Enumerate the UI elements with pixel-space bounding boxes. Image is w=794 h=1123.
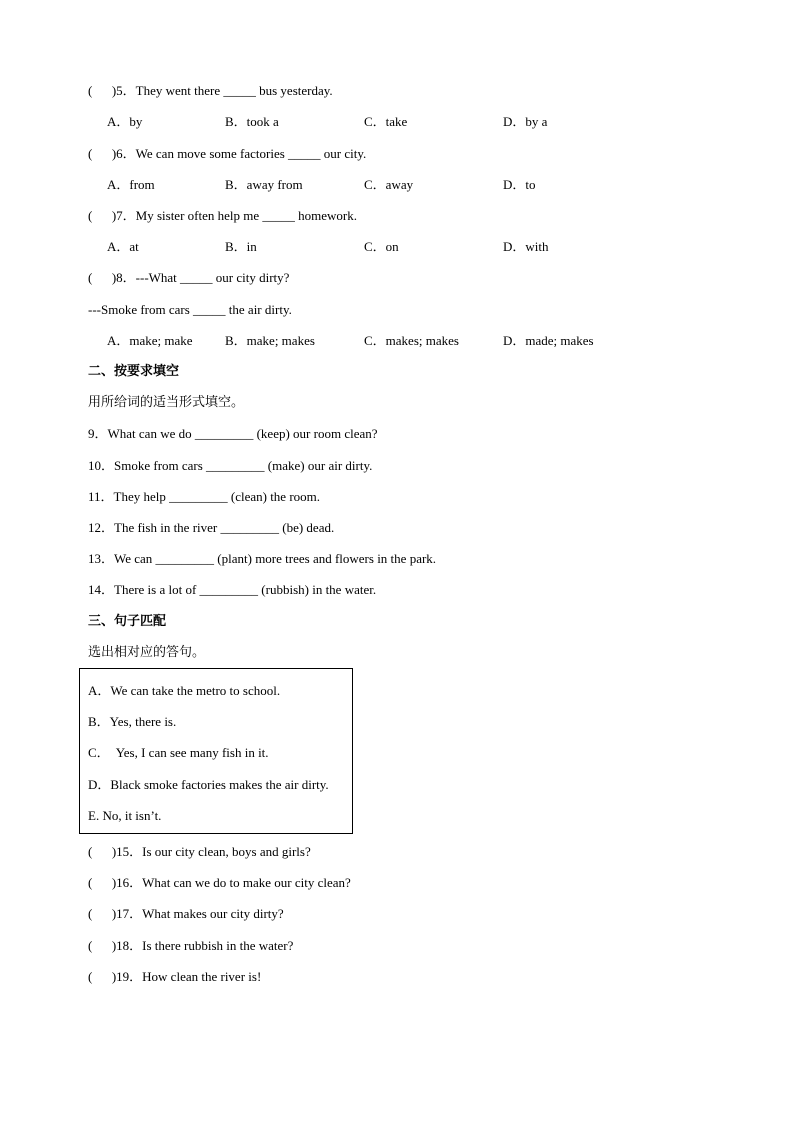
question-8-stem: ( )8．---What _____ our city dirty?: [88, 270, 290, 285]
match-question-19: ( )19．How clean the river is!: [88, 969, 262, 984]
match-question-18: ( )18．Is there rubbish in the water?: [88, 938, 294, 953]
section-3-heading: 三、句子匹配: [88, 614, 167, 629]
option-a: A．by: [107, 114, 143, 129]
answer-d: D．Black smoke factories makes the air dirty.: [88, 777, 329, 792]
option-b: B．in: [225, 239, 257, 254]
question-6-stem: ( )6．We can move some factories _____ our city.: [88, 146, 367, 161]
match-question-16: ( )16．What can we do to make our city clean?: [88, 875, 351, 890]
fill-item-12: 12．The fish in the river _________ (be) dead.: [88, 520, 335, 535]
fill-item-11: 11．They help _________ (clean) the room.: [88, 489, 321, 504]
question-5-options: [107, 114, 707, 130]
option-c: C．take: [364, 114, 408, 129]
option-a: A．at: [107, 239, 139, 254]
option-a: A．from: [107, 177, 155, 192]
fill-item-10: 10．Smoke from cars _________ (make) our air dirty.: [88, 458, 373, 473]
section-2-heading: 二、按要求填空: [88, 364, 180, 379]
answer-choices-box: [79, 668, 353, 834]
fill-item-14: 14．There is a lot of _________ (rubbish) in the water.: [88, 582, 377, 597]
section-3-instruction: 选出相对应的答句。: [88, 645, 206, 660]
answer-b: B．Yes, there is.: [88, 714, 177, 729]
option-c: C．on: [364, 239, 399, 254]
option-d: D．by a: [503, 114, 548, 129]
question-8-options: [107, 333, 707, 349]
question-7-stem: ( )7．My sister often help me _____ homework.: [88, 208, 357, 223]
match-question-15: ( )15．Is our city clean, boys and girls?: [88, 844, 311, 859]
option-b: B．took a: [225, 114, 279, 129]
answer-e: E. No, it isn’t.: [88, 808, 162, 823]
option-d: D．with: [503, 239, 549, 254]
match-question-17: ( )17．What makes our city dirty?: [88, 906, 284, 921]
question-6-options: [107, 177, 707, 193]
question-5-stem: ( )5．They went there _____ bus yesterday.: [88, 83, 333, 98]
option-b: B．make; makes: [225, 333, 315, 348]
question-8-stem-2: ---Smoke from cars _____ the air dirty.: [88, 302, 292, 317]
answer-a: A．We can take the metro to school.: [88, 683, 281, 698]
fill-item-9: 9．What can we do _________ (keep) our room clean?: [88, 426, 378, 441]
option-d: D．to: [503, 177, 536, 192]
option-a: A．make; make: [107, 333, 193, 348]
section-2-instruction: 用所给词的适当形式填空。: [88, 395, 245, 410]
option-c: C．makes; makes: [364, 333, 459, 348]
option-c: C．away: [364, 177, 414, 192]
question-7-options: [107, 239, 707, 255]
option-b: B．away from: [225, 177, 303, 192]
fill-item-13: 13．We can _________ (plant) more trees and flowers in the park.: [88, 551, 437, 566]
option-d: D．made; makes: [503, 333, 594, 348]
answer-c: C． Yes, I can see many fish in it.: [88, 745, 269, 760]
